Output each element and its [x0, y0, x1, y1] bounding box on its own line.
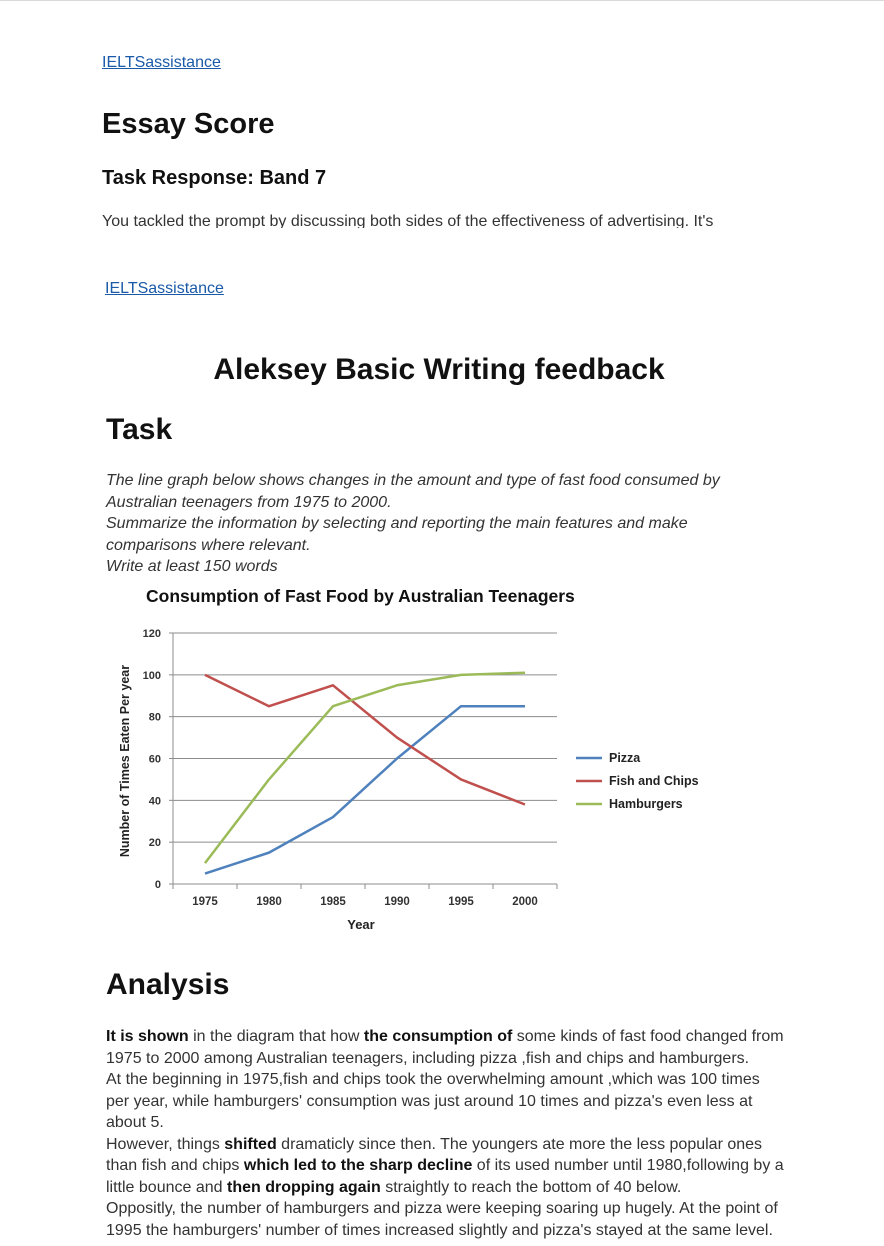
task-line: The line graph below shows changes in the amount and type of fast food consumed by	[106, 472, 720, 489]
analysis-paragraph-3	[106, 1134, 786, 1199]
y-axis-label: Number of Times Eaten Per year	[118, 664, 132, 858]
x-tick-label: 1985	[320, 896, 346, 908]
highlight: then dropping again	[226, 1178, 381, 1196]
x-tick-labels	[192, 896, 538, 908]
series-line-fish-and-chips	[205, 675, 525, 805]
task-line: comparisons where relevant.	[106, 536, 311, 554]
text-run: dramaticly since then. The youngers ate more the less popular ones than fish and chips	[106, 1135, 763, 1174]
text-run: of its used number until 1980,following by a little bounce and	[106, 1157, 784, 1196]
x-tick-label: 1975	[192, 896, 218, 908]
task-line: Australian teenagers from 1975 to 2000.	[106, 493, 392, 511]
y-tick-label: 100	[142, 669, 161, 682]
analysis-text	[106, 1026, 786, 1241]
ieltsassistance-link[interactable]: IELTSassistance	[102, 54, 221, 71]
ieltsassistance-link-2[interactable]: IELTSassistance	[105, 280, 224, 297]
task-line: Summarize the information by selecting and reporting the main features and make	[106, 515, 688, 532]
analysis-paragraph-4: Oppositly, the number of hamburgers and pizza were keeping soaring up hugely. At the point of 1995 the hamburgers' number of times increased slightly and pizza's stayed at the same level.	[106, 1200, 778, 1239]
chart-grid	[169, 633, 557, 889]
text-run: However, things	[106, 1135, 225, 1153]
top-border	[0, 0, 884, 1]
legend-label-pizza: Pizza	[609, 751, 641, 765]
highlight: It is shown	[106, 1028, 189, 1045]
x-axis-label: Year	[347, 917, 375, 932]
text-run: some kinds of fast food changed from 1975 to 2000 among Australian teenagers, including pizza ,fish and chips and hamburgers.	[106, 1028, 784, 1067]
task-prompt	[106, 470, 786, 578]
y-tick-label: 80	[148, 711, 161, 724]
highlight: shifted	[224, 1135, 277, 1153]
y-tick-label: 60	[148, 753, 161, 766]
y-tick-label: 120	[142, 628, 161, 640]
analysis-paragraph-2: At the beginning in 1975,fish and chips took the overwhelming amount ,which was 100 times per year, while hamburgers' consumption was just around 10 times and pizza's even less at about 5.	[106, 1071, 760, 1131]
chart-series	[205, 673, 525, 874]
x-tick-label: 1990	[384, 896, 410, 908]
highlight: which led to the sharp decline	[243, 1157, 473, 1174]
feedback-title: Aleksey Basic Writing feedback	[213, 353, 665, 386]
chart-title: Consumption of Fast Food by Australian Teenagers	[146, 586, 575, 606]
y-tick-label: 40	[148, 795, 161, 808]
y-tick-label: 20	[148, 837, 161, 850]
legend-label-hamburgers: Hamburgers	[609, 797, 683, 811]
essay-score-title: Essay Score	[102, 108, 275, 140]
highlight: the consumption of	[363, 1028, 513, 1045]
x-tick-label: 1980	[256, 896, 282, 908]
y-tick-label: 0	[154, 879, 161, 891]
analysis-heading: Analysis	[106, 968, 230, 1001]
task-heading: Task	[106, 413, 173, 446]
essay-excerpt: You tackled the prompt by discussing both sides of the effectiveness of advertising. It's	[102, 213, 714, 228]
fast-food-line-chart	[106, 578, 726, 938]
task-line: Write at least 150 words	[106, 558, 278, 575]
analysis-paragraph-1	[106, 1026, 786, 1069]
x-tick-label: 1995	[448, 896, 474, 908]
series-line-hamburgers	[205, 673, 525, 863]
task-response-subtitle: Task Response: Band 7	[102, 167, 327, 189]
x-tick-label: 2000	[512, 896, 538, 908]
y-tick-labels	[143, 628, 161, 891]
chart-legend	[576, 751, 699, 811]
legend-label-fish-and-chips: Fish and Chips	[609, 774, 699, 788]
text-run: straightly to reach the bottom of 40 below.	[380, 1178, 682, 1196]
text-run: in the diagram that how	[188, 1028, 364, 1045]
series-line-pizza	[205, 706, 525, 873]
